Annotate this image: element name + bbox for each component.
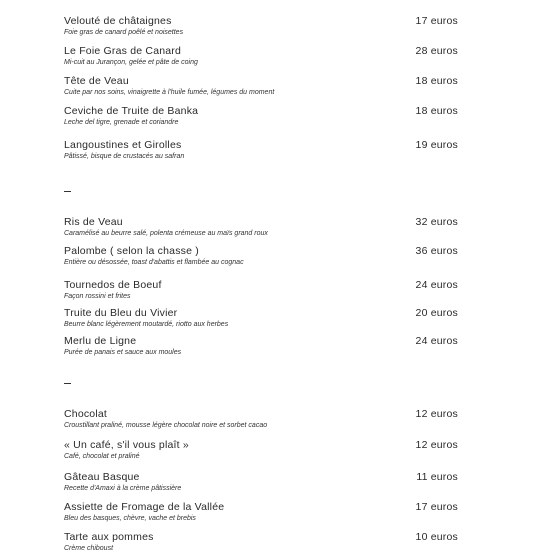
dish-name: « Un café, s'il vous plaît » [64, 439, 189, 451]
dish-price: 18 euros [415, 75, 458, 87]
dish-price: 12 euros [415, 439, 458, 451]
menu-item [64, 139, 464, 161]
dish-description: Façon rossini et frites [64, 293, 131, 300]
dish-name: Merlu de Ligne [64, 335, 137, 347]
dish-name: Truite du Bleu du Vivier [64, 307, 178, 319]
dish-price: 36 euros [415, 245, 458, 257]
dish-price: 17 euros [415, 501, 458, 513]
menu-item [64, 105, 464, 127]
dish-description: Caramélisé au beurre salé, polenta crémeuse au maïs grand roux [64, 230, 268, 237]
menu-item [64, 216, 464, 238]
dish-name: Tournedos de Boeuf [64, 279, 162, 291]
menu-item [64, 75, 464, 97]
menu-item [64, 279, 464, 301]
dish-name: Palombe ( selon la chasse ) [64, 245, 199, 257]
dish-name: Ris de Veau [64, 216, 123, 228]
section-divider [64, 191, 71, 192]
dish-description: Leche del tigre, grenade et coriandre [64, 119, 179, 126]
dish-description: Bleu des basques, chèvre, vache et brebis [64, 515, 196, 522]
dish-description: Crème chiboust [64, 545, 114, 552]
dish-description: Foie gras de canard poêlé et noisettes [64, 29, 184, 36]
dish-price: 28 euros [415, 45, 458, 57]
dish-name: Velouté de châtaignes [64, 15, 172, 27]
dish-description: Cuite par nos soins, vinaigrette à l'huile fumée, légumes du moment [64, 89, 275, 96]
dish-description: Entière ou désossée, toast d'abattis et flambée au cognac [64, 259, 244, 266]
menu-item [64, 307, 464, 329]
dish-description: Recette d'Amaxi à la crème pâtissière [64, 485, 182, 492]
dish-price: 17 euros [415, 15, 458, 27]
menu-item [64, 439, 464, 461]
dish-name: Tête de Veau [64, 75, 129, 87]
dish-price: 32 euros [415, 216, 458, 228]
dish-price: 10 euros [415, 531, 458, 543]
menu-item [64, 408, 464, 430]
menu-item [64, 501, 464, 523]
dish-name: Le Foie Gras de Canard [64, 45, 182, 57]
section-divider [64, 383, 71, 384]
dish-price: 19 euros [415, 139, 458, 151]
dish-name: Langoustines et Girolles [64, 139, 182, 151]
dish-price: 11 euros [416, 471, 458, 483]
dish-name: Assiette de Fromage de la Vallée [64, 501, 225, 513]
dish-description: Café, chocolat et praliné [64, 453, 140, 460]
dish-price: 24 euros [415, 335, 458, 347]
dish-price: 24 euros [415, 279, 458, 291]
menu-item [64, 531, 464, 553]
menu-item [64, 15, 464, 37]
dish-description: Mi-cuit au Jurançon, gelée et pâte de coing [64, 59, 198, 66]
menu-item [64, 335, 464, 357]
dish-price: 18 euros [415, 105, 458, 117]
dish-name: Chocolat [64, 408, 108, 420]
menu-item [64, 245, 464, 267]
dish-description: Pâtissé, bisque de crustacés au safran [64, 153, 185, 160]
menu-item [64, 471, 464, 493]
dish-description: Purée de panais et sauce aux moules [64, 349, 182, 356]
dish-price: 20 euros [415, 307, 458, 319]
dish-description: Croustillant praliné, mousse légère chocolat noire et sorbet cacao [64, 422, 268, 429]
dish-name: Ceviche de Truite de Banka [64, 105, 199, 117]
dish-name: Tarte aux pommes [64, 531, 154, 543]
dish-price: 12 euros [415, 408, 458, 420]
dish-description: Beurre blanc légèrement moutardé, riotto aux herbes [64, 321, 229, 328]
dish-name: Gâteau Basque [64, 471, 140, 483]
menu-item [64, 45, 464, 67]
